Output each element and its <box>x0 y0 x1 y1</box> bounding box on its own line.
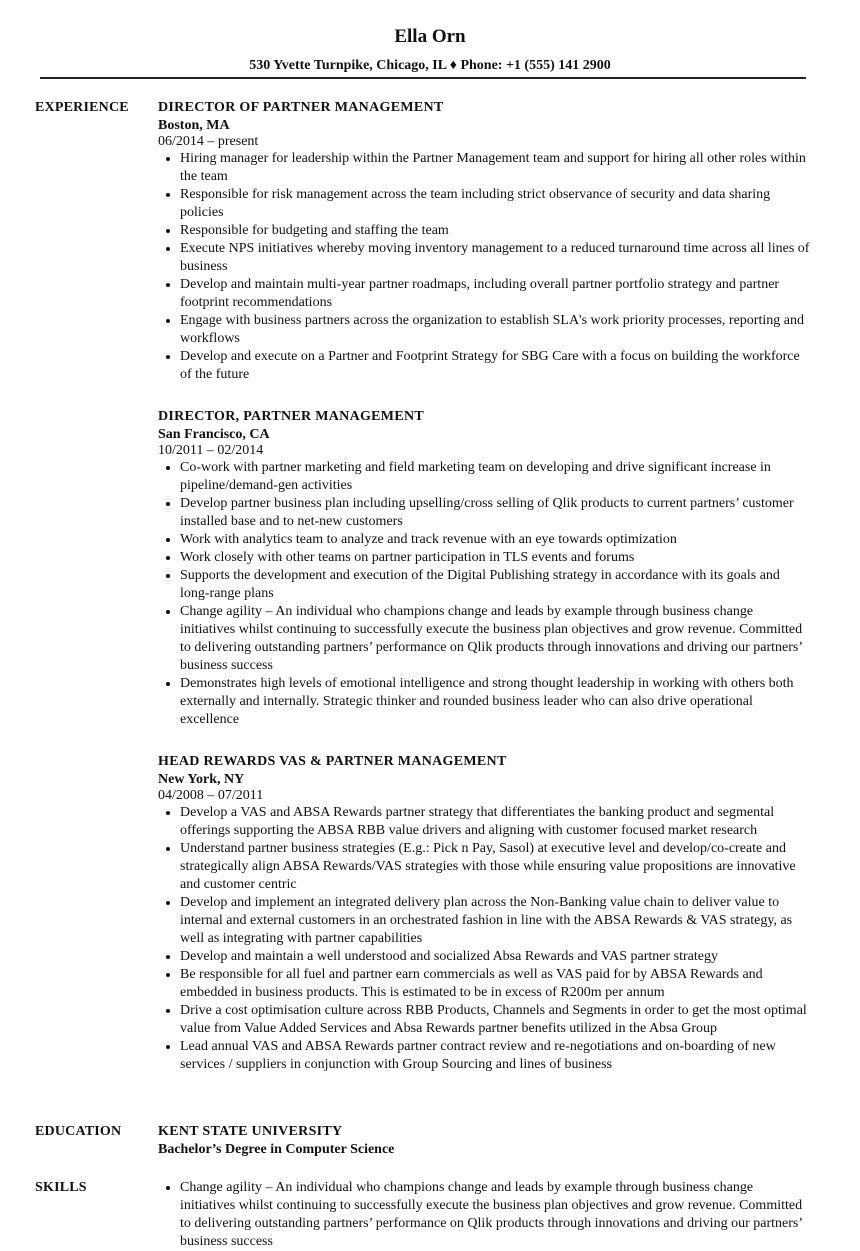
job-bullets <box>158 804 810 1074</box>
job-bullets <box>158 150 810 384</box>
bullet-item: • Demonstrates high levels of emotional intelligence and strong thought leadership in working with others both externally and internally. Strategic thinker and rounded business leader who can also drive operational excellence <box>180 675 810 729</box>
resume-header <box>0 0 860 74</box>
job-location: San Francisco, CA <box>158 427 270 442</box>
bullet-item: • Drive a cost optimisation culture across RBB Products, Channels and Segments in order to get the most optimal value from Value Added Services and Absa Rewards partner benefits utilized in the Absa Group <box>180 1002 810 1038</box>
job-title: DIRECTOR, PARTNER MANAGEMENT <box>158 409 425 424</box>
school-name: KENT STATE UNIVERSITY <box>158 1124 343 1139</box>
job-dates: 06/2014 – present <box>158 134 259 149</box>
bullet-item: • Execute NPS initiatives whereby moving inventory management to a reduced turnaround time across all lines of business <box>180 240 810 276</box>
degree-name: Bachelor’s Degree in Computer Science <box>158 1142 395 1157</box>
bullet-item: • Engage with business partners across the organization to establish SLA's work priority processes, reporting and workflows <box>180 312 810 348</box>
job-title: DIRECTOR OF PARTNER MANAGEMENT <box>158 100 444 115</box>
experience-list <box>158 99 810 1098</box>
bullet-item: • Develop and execute on a Partner and Footprint Strategy for SBG Care with a focus on building the workforce of the future <box>180 348 810 384</box>
education-entry <box>158 1123 810 1159</box>
candidate-name: Ella Orn <box>394 26 466 47</box>
contact-line: 530 Yvette Turnpike, Chicago, IL ♦ Phone: +1 (555) 141 2900 <box>249 58 611 73</box>
header-divider <box>40 77 806 79</box>
skills-label: SKILLS <box>35 1180 87 1195</box>
job-dates: 04/2008 – 07/2011 <box>158 788 264 803</box>
job-dates: 10/2011 – 02/2014 <box>158 443 264 458</box>
job-entry <box>158 753 810 1074</box>
job-entry <box>158 408 810 729</box>
job-location: Boston, MA <box>158 118 230 133</box>
bullet-item: • Develop partner business plan including upselling/cross selling of Qlik products to current partners’ customer installed base and to net-new customers <box>180 495 810 531</box>
bullet-item: • Develop and implement an integrated delivery plan across the Non-Banking value chain to deliver value to internal and external customers in an orchestrated fashion in line with the ABSA Rewards & VAS strategy, as well as integrating with partner capabilities <box>180 894 810 948</box>
job-bullets <box>158 459 810 729</box>
experience-label: EXPERIENCE <box>35 100 129 115</box>
bullet-item: • Change agility – An individual who champions change and leads by example through business change initiatives whilst continuing to successfully execute the business plan objectives and grow revenue. Committed to delivering outstanding partners’ performance on Qlik products through innovations and driving our partners’ business success <box>180 603 810 675</box>
bullet-item: • Be responsible for all fuel and partner earn commercials as well as VAS paid for by ABSA Rewards and embedded in business products. This is estimated to be in excess of R200m per annum <box>180 966 810 1002</box>
education-label: EDUCATION <box>35 1124 122 1139</box>
bullet-item: • Work closely with other teams on partner participation in TLS events and forums <box>180 549 810 567</box>
bullet-item: • Co-work with partner marketing and field marketing team on developing and drive significant increase in pipeline/demand-gen activities <box>180 459 810 495</box>
bullet-item: • Develop a VAS and ABSA Rewards partner strategy that differentiates the banking product and segmental offerings supporting the ABSA RBB value drivers and aligning with customer focused market research <box>180 804 810 840</box>
bullet-item: • Understand partner business strategies (E.g.: Pick n Pay, Sasol) at executive level and develop/co-create and strategically align ABSA Rewards/VAS strategies with those while ensuring value propositions are innovative and customer centric <box>180 840 810 894</box>
bullet-item: • Develop and maintain multi-year partner roadmaps, including overall partner portfolio strategy and partner footprint recommendations <box>180 276 810 312</box>
bullet-item: • Hiring manager for leadership within the Partner Management team and support for hiring all other roles within the team <box>180 150 810 186</box>
bullet-item: • Supports the development and execution of the Digital Publishing strategy in accordance with its goals and long-range plans <box>180 567 810 603</box>
job-location: New York, NY <box>158 772 245 787</box>
skills-list <box>158 1179 810 1251</box>
job-title: HEAD REWARDS VAS & PARTNER MANAGEMENT <box>158 754 507 769</box>
bullet-item: • Responsible for risk management across the team including strict observance of security and data sharing policies <box>180 186 810 222</box>
skills-bullets <box>158 1179 810 1251</box>
bullet-item: • Work with analytics team to analyze and track revenue with an eye towards optimization <box>180 531 810 549</box>
bullet-item: • Develop and maintain a well understood and socialized Absa Rewards and VAS partner strategy <box>180 948 810 966</box>
bullet-item: • Responsible for budgeting and staffing the team <box>180 222 810 240</box>
bullet-item: • Change agility – An individual who champions change and leads by example through business change initiatives whilst continuing to successfully execute the business plan objectives and grow revenue. Committed to delivering outstanding partners’ performance on Qlik products through innovations and driving our partners’ business success <box>180 1179 810 1251</box>
bullet-item: • Lead annual VAS and ABSA Rewards partner contract review and re-negotiations and on-boarding of new services / suppliers in conjunction with Group Sourcing and lines of business <box>180 1038 810 1074</box>
job-entry <box>158 99 810 384</box>
